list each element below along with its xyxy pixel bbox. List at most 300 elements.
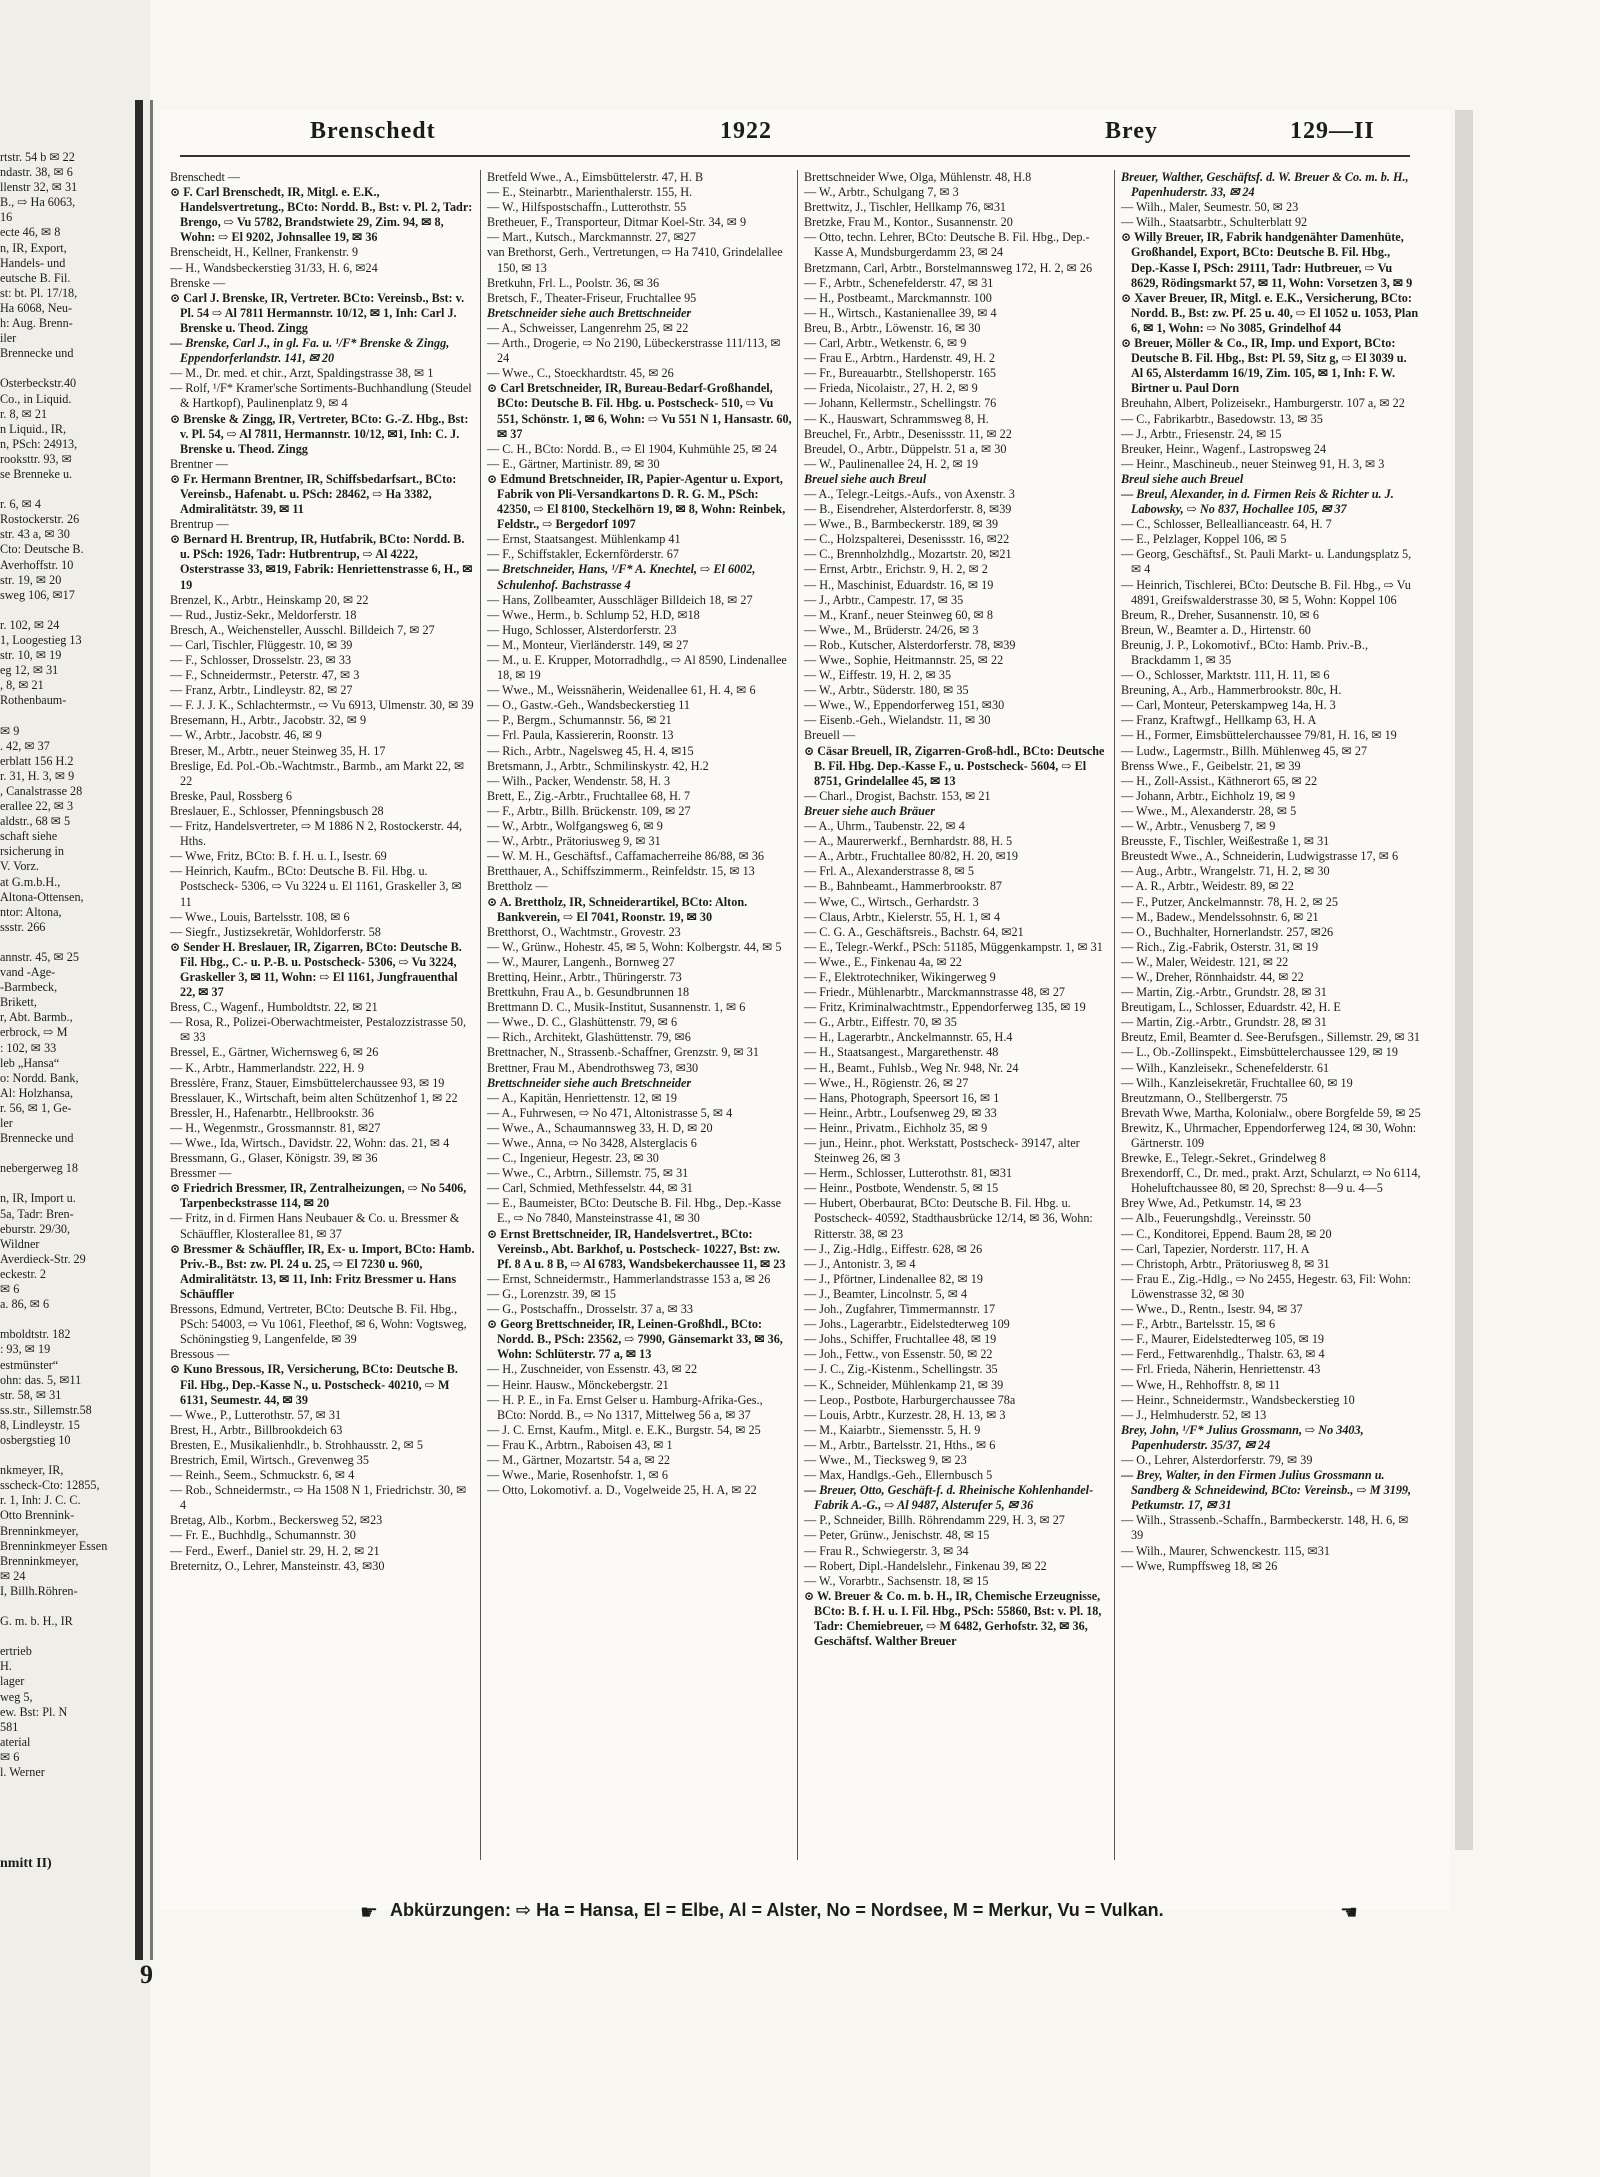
left-fragment-line: ✉ 24 bbox=[0, 1568, 26, 1583]
directory-entry: — Ernst, Arbtr., Erichstr. 9, H. 2, ✉ 2 bbox=[804, 562, 988, 577]
directory-entry: — Max, Handlgs.-Geh., Ellernbusch 5 bbox=[804, 1468, 993, 1483]
header-rule bbox=[180, 155, 1410, 157]
left-fragment-line: 16 bbox=[0, 210, 13, 225]
directory-entry: — Wwe., B., Barmbeckerstr. 189, ✉ 39 bbox=[804, 517, 999, 532]
left-fragment-line: Rothenbaum- bbox=[0, 693, 67, 708]
directory-entry: — Ludw., Lagermstr., Billh. Mühlenweg 45, ✉ 27 bbox=[1121, 743, 1368, 758]
left-fragment-line: I, Billh.Röhren- bbox=[0, 1583, 78, 1598]
directory-entry: Bretfeld Wwe., A., Eimsbüttelerstr. 47, H. B bbox=[487, 170, 704, 184]
directory-entry: — Wwe, H., Rehhoffstr. 8, ✉ 11 bbox=[1121, 1377, 1281, 1392]
directory-entry: — Johann, Arbtr., Eichholz 19, ✉ 9 bbox=[1121, 788, 1296, 803]
directory-entry: — Ernst, Schneidermstr., Hammerlandstrasse 153 a, ✉ 26 bbox=[487, 1271, 771, 1286]
directory-entry: Brett, E., Zig.-Arbtr., Fruchtallee 68, H. 7 bbox=[487, 788, 691, 803]
directory-entry: — Hans, Photograph, Speersort 16, ✉ 1 bbox=[804, 1090, 1000, 1105]
directory-entry: — M., Gärtner, Mozartstr. 54 a, ✉ 22 bbox=[487, 1452, 671, 1467]
directory-entry: — Franz, Kraftwgf., Hellkamp 63, H. A bbox=[1121, 713, 1317, 728]
column-2 bbox=[487, 170, 792, 1870]
directory-entry: — Rud., Justiz-Sekr., Meldorferstr. 18 bbox=[170, 607, 357, 622]
directory-entry: — F., Putzer, Anckelmannstr. 78, H. 2, ✉ 25 bbox=[1121, 894, 1338, 909]
directory-entry: Bresch, A., Weichensteller, Ausschl. Billdeich 7, ✉ 27 bbox=[170, 622, 435, 637]
left-fragment-line: r. 102, ✉ 24 bbox=[0, 617, 60, 632]
left-fragment-line: l. Werner bbox=[0, 1765, 45, 1780]
directory-entry: Breusste, F., Tischler, Weißestraße 1, ✉ 31 bbox=[1121, 834, 1330, 849]
left-fragment-line: se Brenneke u. bbox=[0, 466, 73, 481]
directory-entry: — Frau R., Schwiegerstr. 3, ✉ 34 bbox=[804, 1543, 969, 1558]
directory-entry: — W., Maurer, Langenh., Bornweg 27 bbox=[487, 954, 675, 969]
left-fragment-line: ecte 46, ✉ 8 bbox=[0, 225, 61, 240]
directory-entry: — Fr., Bureauarbtr., Stellshoperstr. 165 bbox=[804, 366, 996, 381]
left-fragment-line: erallee 22, ✉ 3 bbox=[0, 799, 74, 814]
directory-entry: — Otto, techn. Lehrer, BCto: Deutsche B. Fil. Hbg., Dep.-Kasse A, Mundsburgerdamm 23, ✉ 24 bbox=[804, 230, 1090, 260]
left-fragment-line: 1, Loogestieg 13 bbox=[0, 633, 82, 647]
directory-entry: — A., Uhrm., Taubenstr. 22, ✉ 4 bbox=[804, 819, 965, 834]
directory-entry: — M., Kranf., neuer Steinweg 60, ✉ 8 bbox=[804, 607, 993, 622]
directory-entry: — E., Pelzlager, Koppel 106, ✉ 5 bbox=[1121, 532, 1287, 547]
directory-entry: ⊙ Breuer, Möller & Co., IR, Imp. und Export, BCto: Deutsche B. Fil. Hbg., Bst: Pl. 59, Sitz g, ⇨ El 3039 u. Al 65, Alsterdamm 16/19, Zim. 105, ✉ 1, Inh: F. W. Birtner u. Paul Dorn bbox=[1121, 336, 1407, 396]
left-fragment-line: ndastr. 38, ✉ 6 bbox=[0, 165, 73, 180]
directory-entry: Breser, M., Arbtr., neuer Steinweg 35, H. 17 bbox=[170, 743, 386, 758]
directory-entry: Breuchel, Fr., Arbtr., Desenissstr. 11, ✉ 22 bbox=[804, 426, 1012, 441]
directory-entry: — H., Maschinist, Eduardstr. 16, ✉ 19 bbox=[804, 577, 994, 592]
directory-entry: — G., Arbtr., Eiffestr. 70, ✉ 35 bbox=[804, 1015, 957, 1030]
directory-entry: — H., Wandsbeckerstieg 31/33, H. 6, ✉24 bbox=[170, 260, 378, 275]
directory-entry: — Wwe., D. C., Glashüttenstr. 79, ✉ 6 bbox=[487, 1015, 678, 1030]
directory-entry: — W. M. H., Geschäftsf., Caffamacherreihe 86/88, ✉ 36 bbox=[487, 849, 765, 864]
directory-entry: — Wwe., C., Stoeckhardtstr. 45, ✉ 26 bbox=[487, 366, 674, 381]
directory-entry: — Wwe., W., Eppendorferweg 151, ✉30 bbox=[804, 698, 1005, 713]
book-gutter-shadow bbox=[150, 100, 153, 1960]
left-fragment-line: rtstr. 54 b ✉ 22 bbox=[0, 150, 75, 164]
directory-entry: Breuell — bbox=[804, 728, 856, 743]
directory-entry: Breutz, Emil, Beamter d. See-Berufsgen., Sillemstr. 29, ✉ 31 bbox=[1121, 1030, 1420, 1045]
left-fragment-line: Co., in Liquid. bbox=[0, 391, 72, 406]
directory-entry: Bretag, Alb., Korbm., Beckersweg 52, ✉23 bbox=[170, 1513, 383, 1528]
left-fragment-line: 5a, Tadr: Bren- bbox=[0, 1206, 74, 1221]
directory-entry: Brenske — bbox=[170, 275, 226, 290]
left-fragment-line: ssstr. 266 bbox=[0, 919, 46, 934]
directory-entry: — Bretschneider, Hans, ¹/F* A. Knechtel, ⇨ El 6002, Schulenhof. Bachstrasse 4 bbox=[487, 562, 756, 592]
directory-entry: — W., Arbtr., Venusberg 7, ✉ 9 bbox=[1121, 819, 1276, 834]
directory-entry: — C. H., BCto: Nordd. B., ⇨ El 1904, Kuhmühle 25, ✉ 24 bbox=[487, 441, 777, 456]
directory-entry: Brenschedt — bbox=[170, 170, 241, 184]
left-fragment-line: B., ⇨ Ha 6063, bbox=[0, 195, 76, 210]
left-fragment-line: lager bbox=[0, 1674, 25, 1689]
directory-entry: — W., Arbtr., Wolfgangsweg 6, ✉ 9 bbox=[487, 819, 663, 834]
column-divider bbox=[480, 170, 481, 1860]
left-fragment-line: r. 1, Inh: J. C. C. bbox=[0, 1493, 81, 1508]
directory-entry: — H., Wirtsch., Kastanienallee 39, ✉ 4 bbox=[804, 305, 997, 320]
directory-entry: — Johann, Kellermstr., Schellingstr. 76 bbox=[804, 396, 997, 411]
left-fragment-line: r. 56, ✉ 1, Ge- bbox=[0, 1100, 72, 1115]
directory-entry: — Wwe., M., Tiecksweg 9, ✉ 23 bbox=[804, 1452, 967, 1467]
directory-entry: ⊙ A. Brettholz, IR, Schneiderartikel, BCto: Alton. Bankverein, ⇨ El 7041, Roonstr. 19, ✉ 30 bbox=[487, 894, 748, 924]
directory-entry: Breuning, A., Arb., Hammerbrookstr. 80c, H. bbox=[1121, 683, 1342, 698]
left-fragment-line: str. 58, ✉ 31 bbox=[0, 1387, 62, 1402]
directory-entry: — K., Arbtr., Hammerlandstr. 222, H. 9 bbox=[170, 1060, 364, 1075]
left-fragment-line bbox=[0, 1448, 130, 1463]
directory-entry: — A., Kapitän, Henriettenstr. 12, ✉ 19 bbox=[487, 1090, 677, 1105]
directory-entry: — Heinr., Schneidermstr., Wandsbeckerstieg 10 bbox=[1121, 1392, 1355, 1407]
directory-entry: Bresemann, H., Arbtr., Jacobstr. 32, ✉ 9 bbox=[170, 713, 367, 728]
directory-entry: — H., Beamt., Fuhlsb., Weg Nr. 948, Nr. 24 bbox=[804, 1060, 1019, 1075]
directory-entry: Breternitz, O., Lehrer, Mansteinstr. 43, ✉30 bbox=[170, 1558, 385, 1573]
directory-entry: ⊙ Bernard H. Brentrup, IR, Hutfabrik, BCto: Nordd. B. u. PSch: 1926, Tadr: Hutbrentrup, ⇨ Al 4222, Osterstrasse 33, ✉19, Fabrik: Henriettenstrasse 6, H., ✉ 19 bbox=[170, 532, 473, 592]
left-fragment-line: Wildner bbox=[0, 1236, 40, 1251]
directory-entry: Breuker, Heinr., Wagenf., Lastropsweg 24 bbox=[1121, 441, 1327, 456]
directory-entry: — Hans, Zollbeamter, Ausschläger Billdeich 18, ✉ 27 bbox=[487, 592, 753, 607]
directory-entry: Brettner, Frau M., Abendrothsweg 73, ✉30 bbox=[487, 1060, 699, 1075]
left-fragment-line bbox=[0, 482, 130, 497]
directory-entry: — Frau E., Arbtrn., Hardenstr. 49, H. 2 bbox=[804, 351, 995, 366]
directory-entry: — Carl, Tapezier, Norderstr. 117, H. A bbox=[1121, 1241, 1310, 1256]
directory-entry: — Claus, Arbtr., Kielerstr. 55, H. 1, ✉ 4 bbox=[804, 909, 1001, 924]
directory-entry: — K., Schneider, Mühlenkamp 21, ✉ 39 bbox=[804, 1377, 1004, 1392]
directory-entry: — Heinr., Privatm., Eichholz 35, ✉ 9 bbox=[804, 1120, 988, 1135]
directory-entry: — F., Schneidermstr., Peterstr. 47, ✉ 3 bbox=[170, 668, 360, 683]
directory-entry: Bretthorst, O., Wachtmstr., Grovestr. 23 bbox=[487, 924, 681, 939]
signature-mark: 9 bbox=[140, 1960, 153, 1989]
directory-entry: — C., Schlosser, Belleallianceastr. 64, H. 7 bbox=[1121, 517, 1332, 532]
directory-entry: ⊙ Bressmer & Schäuffler, IR, Ex- u. Import, BCto: Hamb. Priv.-B., Bst: zw. Pl. 24 u. 25, ⇨ El 7230 u. 960, Admiralitätstr. 13, ✉ 11, Inh: Fritz Bressmer u. Hans Schäuffler bbox=[170, 1241, 475, 1301]
directory-entry: ⊙ Georg Brettschneider, IR, Leinen-Großhdl., BCto: Nordd. B., PSch: 23562, ⇨ 7990, Gänsemarkt 33, ✉ 36, Wohn: Schlüterstr. 77 a, ✉ 13 bbox=[487, 1317, 783, 1362]
directory-entry: — Wilh., Maler, Seumestr. 50, ✉ 23 bbox=[1121, 200, 1299, 215]
directory-entry: — Wwe., M., Weissnäherin, Weidenallee 61, H. 4, ✉ 6 bbox=[487, 683, 756, 698]
directory-entry: — M., u. E. Krupper, Motorradhdlg., ⇨ Al 8590, Lindenallee 18, ✉ 19 bbox=[487, 653, 787, 683]
directory-entry: Bretthauer, A., Schiffszimmerm., Reinfeldstr. 15, ✉ 13 bbox=[487, 864, 755, 879]
directory-entry: — F., Elektrotechniker, Wikingerweg 9 bbox=[804, 969, 996, 984]
directory-entry: Bresten, E., Musikalienhdlr., b. Strohhausstr. 2, ✉ 5 bbox=[170, 1437, 423, 1452]
left-fragment-line: st: bt. Pl. 17/18, bbox=[0, 285, 78, 300]
left-fragment-line: h: Aug. Brenn- bbox=[0, 316, 73, 331]
directory-entry: — Breuer, Otto, Geschäft-f. d. Rheinische Kohlenhandel-Fabrik A.-G., ⇨ Al 9487, Alsterufer 5, ✉ 36 bbox=[804, 1483, 1094, 1513]
header-page-number: 129—II bbox=[1290, 118, 1375, 144]
directory-entry: — Joh., Fettw., von Essenstr. 50, ✉ 22 bbox=[804, 1347, 993, 1362]
header-last-name: Brey bbox=[1105, 118, 1158, 144]
directory-entry: ⊙ Carl J. Brenske, IR, Vertreter. BCto: Vereinsb., Bst: v. Pl. 54 ⇨ Al 7811 Hermannstr. 10/12, ✉ 1, Inh: Carl J. Brenske u. Theod. Zingg bbox=[170, 290, 465, 335]
left-fragment-line bbox=[0, 1312, 130, 1327]
left-fragment-line: weg 5, bbox=[0, 1689, 33, 1704]
left-fragment-line: n, IR, Export, bbox=[0, 240, 67, 255]
header-first-name: Brenschedt bbox=[310, 118, 436, 144]
directory-entry: Bressmann, G., Glaser, Königstr. 39, ✉ 36 bbox=[170, 1151, 378, 1166]
directory-entry: Brexendorff, C., Dr. med., prakt. Arzt, Schularzt, ⇨ No 6114, Hoheluftchaussee 80, ✉ 20, Sprechst: 8—9 u. 4—5 bbox=[1121, 1166, 1421, 1196]
directory-entry: — Frau E., Zig.-Hdlg., ⇨ No 2455, Hegestr. 63, Fil: Wohn: Löwenstrasse 32, ✉ 30 bbox=[1121, 1271, 1411, 1301]
left-fragment-line: Averdieck-Str. 29 bbox=[0, 1251, 86, 1266]
directory-entry: — Joh., Zugfahrer, Timmermannstr. 17 bbox=[804, 1302, 996, 1317]
directory-entry: Bretschneider siehe auch Brettschneider bbox=[487, 305, 692, 320]
directory-entry: — M., Monteur, Vierländerstr. 149, ✉ 27 bbox=[487, 637, 689, 652]
directory-entry: — Wwe., E., Finkenau 4a, ✉ 22 bbox=[804, 954, 962, 969]
directory-entry: — J. C., Zig.-Kistenm., Schellingstr. 35 bbox=[804, 1362, 998, 1377]
left-fragment-line: Altona-Ottensen, bbox=[0, 889, 84, 904]
directory-entry: — Wwe., M., Brüderstr. 24/26, ✉ 3 bbox=[804, 622, 979, 637]
directory-entry: — O., Buchhalter, Hornerlandstr. 257, ✉26 bbox=[1121, 924, 1334, 939]
left-fragment-line: ertrieb bbox=[0, 1644, 32, 1659]
left-fragment-line: Ha 6068, Neu- bbox=[0, 300, 73, 315]
left-fragment-line: Al: Holzhansa, bbox=[0, 1085, 74, 1100]
abbreviation-footer bbox=[160, 1900, 1410, 1940]
column-divider bbox=[797, 170, 798, 1860]
directory-entry: — Wwe., P., Lutterothstr. 57, ✉ 31 bbox=[170, 1407, 342, 1422]
directory-entry: — Wwe., Ida, Wirtsch., Davidstr. 22, Wohn: das. 21, ✉ 4 bbox=[170, 1136, 450, 1150]
left-fragment-line: eutsche B. Fil. bbox=[0, 270, 71, 285]
directory-entry: — A., Maurerwerkf., Bernhardstr. 88, H. 5 bbox=[804, 834, 1013, 849]
directory-entry: Breuhahn, Albert, Polizeisekr., Hamburgerstr. 107 a, ✉ 22 bbox=[1121, 396, 1405, 411]
left-fragment-line: ✉ 6 bbox=[0, 1282, 20, 1297]
directory-entry: — Friedr., Mühlenarbtr., Marckmannstrasse 48, ✉ 27 bbox=[804, 985, 1066, 1000]
directory-entry: — P., Schneider, Billh. Röhrendamm 229, H. 3, ✉ 27 bbox=[804, 1513, 1065, 1528]
left-fragment-line bbox=[0, 935, 130, 950]
directory-entry: — A., Schweisser, Langenrehm 25, ✉ 22 bbox=[487, 320, 689, 335]
directory-entry: — H., Former, Eimsbüttelerchaussee 79/81, H. 16, ✉ 19 bbox=[1121, 728, 1397, 743]
directory-entry: — L., Ob.-Zollinspekt., Eimsbüttelerchaussee 129, ✉ 19 bbox=[1121, 1045, 1398, 1060]
left-fragment-line: 581 bbox=[0, 1719, 19, 1734]
directory-entry: Brettholz — bbox=[487, 879, 548, 894]
directory-entry: — J. C. Ernst, Kaufm., Mitgl. e. E.K., Burgstr. 54, ✉ 25 bbox=[487, 1422, 761, 1437]
directory-entry: Bretsmann, J., Arbtr., Schmilinskystr. 42, H.2 bbox=[487, 758, 709, 773]
directory-entry: — G., Lorenzstr. 39, ✉ 15 bbox=[487, 1286, 617, 1301]
left-fragment-line: Rostockerstr. 26 bbox=[0, 512, 80, 527]
left-fragment-line: ss.str., Sillemstr.58 bbox=[0, 1402, 92, 1417]
directory-entry: — Arth., Drogerie, ⇨ No 2190, Lübeckerstrasse 111/113, ✉ 24 bbox=[487, 336, 781, 366]
directory-entry: — Rich., Architekt, Glashüttenstr. 79, ✉6 bbox=[487, 1030, 691, 1045]
left-fragment-line: r. 31, H. 3, ✉ 9 bbox=[0, 768, 75, 783]
directory-entry: — F., Schlosser, Drosselstr. 23, ✉ 33 bbox=[170, 653, 352, 667]
directory-entry: ⊙ F. Carl Brenschedt, IR, Mitgl. e. E.K., Handelsvertretung., BCto: Nordd. B., Bst: v. Pl. 2, Tadr: Brengo, ⇨ Vu 5782, Brandstwiete 29, Zim. 94, ✉ 8, Wohn: ⇨ El 9202, Johnsallee 19, ✉ 36 bbox=[170, 185, 473, 245]
directory-entry: — A., Fuhrwesen, ⇨ No 471, Altonistrasse 5, ✉ 4 bbox=[487, 1105, 733, 1120]
directory-entry: Breutigam, L., Schlosser, Eduardstr. 42, H. E bbox=[1121, 1000, 1341, 1015]
left-fragment-line: aterial bbox=[0, 1734, 31, 1749]
left-fragment-line: sweg 106, ✉17 bbox=[0, 587, 75, 602]
left-fragment-line: nkmeyer, IR, bbox=[0, 1463, 64, 1478]
directory-entry: — E., Telegr.-Werkf., PSch: 51185, Müggenkampstr. 1, ✉ 31 bbox=[804, 939, 1103, 954]
left-fragment-line: leb „Hansa“ bbox=[0, 1055, 60, 1070]
directory-entry: Bressons, Edmund, Vertreter, BCto: Deutsche B. Fil. Hbg., PSch: 54003, ⇨ Vu 1061, Fleethof, ✉ 6, Wohn: Vogtsweg, Schöningstieg 9, Langenfelde, ✉ 39 bbox=[170, 1302, 467, 1347]
directory-entry: Brey, John, ¹/F* Julius Grossmann, ⇨ No 3403, Papenhuderstr. 35/37, ✉ 24 bbox=[1121, 1422, 1364, 1452]
directory-entry: — Mart., Kutsch., Marckmannstr. 27, ✉27 bbox=[487, 230, 696, 245]
left-fragment-line: vand -Age- bbox=[0, 965, 56, 980]
directory-entry: — B., Bahnbeamt., Hammerbrookstr. 87 bbox=[804, 879, 1003, 894]
directory-entry: Brettinq, Heinr., Arbtr., Thüringerstr. 73 bbox=[487, 969, 682, 984]
left-fragment-line: erblatt 156 H.2 bbox=[0, 753, 74, 768]
left-fragment-line: Osterbeckstr.40 bbox=[0, 376, 77, 391]
directory-entry: — Heinr., Maschineub., neuer Steinweg 91, H. 3, ✉ 3 bbox=[1121, 456, 1385, 471]
directory-entry: ⊙ Sender H. Breslauer, IR, Zigarren, BCto: Deutsche B. Fil. Hbg., C.- u. P.-B. u. Postscheck- 5306, ⇨ Vu 3224, Graskeller 3, ✉ 11, Wohn: ⇨ El 1161, Jungfrauenthal 22, ✉ 37 bbox=[170, 939, 462, 1000]
directory-entry: — Martin, Zig.-Arbtr., Grundstr. 28, ✉ 31 bbox=[1121, 985, 1327, 1000]
directory-entry: ⊙ Friedrich Bressmer, IR, Zentralheizungen, ⇨ No 5406, Tarpenbeckstrasse 114, ✉ 20 bbox=[170, 1181, 467, 1211]
directory-entry: — Carl, Monteur, Peterskampweg 14a, H. 3 bbox=[1121, 698, 1336, 713]
left-fragment-line: eburstr. 29/30, bbox=[0, 1221, 71, 1236]
directory-entry: — E., Baumeister, BCto: Deutsche B. Fil. Hbg., Dep.-Kasse E., ⇨ No 7840, Mansteinstrasse 41, ✉ 30 bbox=[487, 1196, 782, 1226]
directory-entry: — H., Zuschneider, von Essenstr. 43, ✉ 22 bbox=[487, 1362, 698, 1377]
directory-entry: Breunig, J. P., Lokomotivf., BCto: Hamb. Priv.-B., Brackdamm 1, ✉ 35 bbox=[1121, 637, 1369, 667]
directory-entry: — J., Beamter, Lincolnstr. 5, ✉ 4 bbox=[804, 1286, 968, 1301]
left-fragment-line: n, IR, Import u. bbox=[0, 1191, 76, 1206]
directory-entry: — Eisenb.-Geh., Wielandstr. 11, ✉ 30 bbox=[804, 713, 991, 728]
left-fragment-line: osbergstieg 10 bbox=[0, 1432, 71, 1447]
directory-entry: — O., Lehrer, Alsterdorferstr. 79, ✉ 39 bbox=[1121, 1452, 1313, 1467]
directory-entry: — C., Konditorei, Eppend. Baum 28, ✉ 20 bbox=[1121, 1226, 1332, 1241]
left-page-bottom-fragment: nmitt II) bbox=[0, 1856, 52, 1871]
left-fragment-line: Brenninkmeyer, bbox=[0, 1553, 79, 1568]
left-fragment-line: rooksttr. 93, ✉ bbox=[0, 451, 72, 466]
directory-entry: ⊙ Kuno Bressous, IR, Versicherung, BCto: Deutsche B. Fil. Hbg., Dep.-Kasse N., u. Postscheck- 40210, ⇨ M 6131, Seumestr. 44, ✉ 39 bbox=[170, 1362, 458, 1407]
left-fragment-line: G. m. b. H., IR bbox=[0, 1614, 73, 1629]
left-fragment-line: Cto: Deutsche B. bbox=[0, 542, 84, 557]
left-fragment-line: ler bbox=[0, 1116, 13, 1130]
directory-entry: — Rich., Arbtr., Nagelsweg 45, H. 4, ✉15 bbox=[487, 743, 694, 758]
left-fragment-line: sscheck-Cto: 12855, bbox=[0, 1478, 100, 1493]
directory-entry: — Fr. E., Buchhdlg., Schumannstr. 30 bbox=[170, 1528, 356, 1543]
directory-entry: Brettwitz, J., Tischler, Hellkamp 76, ✉31 bbox=[804, 200, 1007, 215]
directory-entry: — J., Zig.-Hdlg., Eiffestr. 628, ✉ 26 bbox=[804, 1241, 983, 1256]
directory-entry: — W., Arbtr., Jacobstr. 46, ✉ 9 bbox=[170, 728, 322, 743]
left-fragment-line: : 102, ✉ 33 bbox=[0, 1040, 57, 1055]
directory-entry: — Ferd., Fettwarenhdlg., Thalstr. 63, ✉ 4 bbox=[1121, 1347, 1325, 1362]
directory-entry: Breum, R., Dreher, Susannenstr. 10, ✉ 6 bbox=[1121, 607, 1319, 622]
directory-entry: Breuer siehe auch Bräuer bbox=[804, 803, 936, 818]
left-fragment-line: , 8, ✉ 21 bbox=[0, 678, 44, 693]
directory-entry: — C. G. A., Geschäftsreis., Bachstr. 64, ✉21 bbox=[804, 924, 1024, 939]
directory-entry: — Fritz, Kriminalwachtmstr., Eppendorferweg 135, ✉ 19 bbox=[804, 1000, 1086, 1015]
directory-entry: — M., Badew., Mendelssohnstr. 6, ✉ 21 bbox=[1121, 909, 1319, 924]
directory-entry: — Franz, Arbtr., Lindleystr. 82, ✉ 27 bbox=[170, 683, 353, 698]
left-fragment-line: . 42, ✉ 37 bbox=[0, 738, 50, 753]
column-1 bbox=[170, 170, 475, 1870]
directory-entry: van Brethorst, Gerh., Vertretungen, ⇨ Ha 7410, Grindelallee 150, ✉ 13 bbox=[487, 245, 783, 275]
left-fragment-line: annstr. 45, ✉ 25 bbox=[0, 949, 79, 964]
directory-entry: — W., Eiffestr. 19, H. 2, ✉ 35 bbox=[804, 668, 952, 683]
directory-entry: — Carl, Arbtr., Wetkenstr. 6, ✉ 9 bbox=[804, 336, 967, 351]
directory-entry: Bressel, E., Gärtner, Wichernsweg 6, ✉ 26 bbox=[170, 1045, 379, 1060]
book-gutter bbox=[135, 100, 143, 1960]
left-fragment-line bbox=[0, 361, 130, 376]
directory-entry: — J., Antonistr. 3, ✉ 4 bbox=[804, 1256, 916, 1271]
directory-entry: — W., Grünw., Hohestr. 45, ✉ 5, Wohn: Kolbergstr. 44, ✉ 5 bbox=[487, 939, 782, 954]
directory-entry: — Wwe., Anna, ⇨ No 3428, Alsterglacis 6 bbox=[487, 1136, 697, 1150]
left-page-fragment bbox=[0, 150, 130, 1950]
directory-entry: — C., Brennholzhdlg., Mozartstr. 20, ✉21 bbox=[804, 547, 1012, 562]
directory-entry: — F., Schiffstakler, Eckernförderstr. 67 bbox=[487, 547, 679, 562]
directory-entry: — H., Staatsangest., Margarethenstr. 48 bbox=[804, 1045, 999, 1060]
directory-entry: — Fritz, Handelsvertreter, ⇨ M 1886 N 2, Rostockerstr. 44, Hths. bbox=[170, 819, 463, 849]
left-fragment-line: : 93, ✉ 19 bbox=[0, 1342, 51, 1357]
left-fragment-line: str. 43 a, ✉ 30 bbox=[0, 527, 70, 542]
directory-entry: Breun, W., Beamter a. D., Hirtenstr. 60 bbox=[1121, 622, 1311, 637]
directory-entry: — W., Arbtr., Prätoriusweg 9, ✉ 31 bbox=[487, 834, 661, 849]
directory-page bbox=[140, 110, 1450, 1989]
directory-entry: — Heinr., Arbtr., Loufsenweg 29, ✉ 33 bbox=[804, 1105, 997, 1120]
directory-entry: — Aug., Arbtr., Wrangelstr. 71, H. 2, ✉ 30 bbox=[1121, 864, 1330, 879]
left-fragment-line: eg 12, ✉ 31 bbox=[0, 663, 59, 678]
directory-entry: — W., Dreher, Rönnhaidstr. 44, ✉ 22 bbox=[1121, 969, 1304, 984]
page-edge-shadow bbox=[1455, 110, 1473, 1850]
directory-entry: — Wwe., A., Schaumannsweg 33, H. D, ✉ 20 bbox=[487, 1120, 713, 1135]
directory-entry: Breuer, Walther, Geschäftsf. d. W. Breuer & Co. m. b. H., Papenhuderstr. 33, ✉ 24 bbox=[1121, 170, 1409, 200]
directory-entry: Brentner — bbox=[170, 456, 228, 471]
directory-entry: — Siegfr., Justizsekretär, Wohldorferstr. 58 bbox=[170, 924, 381, 939]
left-fragment-line: ohn: das. 5, ✉11 bbox=[0, 1372, 82, 1387]
directory-entry: — Rich., Zig.-Fabrik, Osterstr. 31, ✉ 19 bbox=[1121, 939, 1319, 954]
directory-entry: — F., Arbtr., Schenefelderstr. 47, ✉ 31 bbox=[804, 275, 994, 290]
directory-entry: Breslauer, E., Schlosser, Pfenningsbusch 28 bbox=[170, 803, 384, 818]
abbreviation-text: Abkürzungen: ⇨ Ha = Hansa, El = Elbe, Al = Alster, No = Nordsee, M = Merkur, Vu = Vulkan. bbox=[390, 1900, 1164, 1920]
directory-entry: Brettmann D. C., Musik-Institut, Susannenstr. 1, ✉ 6 bbox=[487, 1000, 746, 1015]
directory-entry: Breudel, O., Arbtr., Düppelstr. 51 a, ✉ 30 bbox=[804, 441, 1007, 456]
directory-entry: — Wwe., Sophie, Heitmannstr. 25, ✉ 22 bbox=[804, 653, 1004, 667]
directory-entry: Breske, Paul, Rossberg 6 bbox=[170, 788, 292, 803]
directory-entry: Bress, C., Wagenf., Humboldtstr. 22, ✉ 21 bbox=[170, 1000, 378, 1015]
directory-entry: — Frl. A., Alexanderstrasse 8, ✉ 5 bbox=[804, 864, 974, 879]
directory-entry: — Peter, Grünw., Jenischstr. 48, ✉ 15 bbox=[804, 1528, 990, 1543]
left-fragment-line: at G.m.b.H., bbox=[0, 874, 61, 889]
directory-entry: — Rob., Schneidermstr., ⇨ Ha 1508 N 1, Friedrichstr. 30, ✉ 4 bbox=[170, 1483, 467, 1513]
directory-entry: — J., Helmhuderstr. 52, ✉ 13 bbox=[1121, 1407, 1267, 1422]
directory-entry: ⊙ Fr. Hermann Brentner, IR, Schiffsbedarfsart., BCto: Vereinsb., Hafenabt. u. PSch: 28462, ⇨ Ha 3382, Admiralitätstr. 39, ✉ 11 bbox=[170, 471, 457, 517]
directory-entry: Brettschneider siehe auch Bretschneider bbox=[487, 1075, 692, 1090]
left-fragment-line: ew. Bst: Pl. N bbox=[0, 1704, 68, 1719]
directory-entry: — Heinr. Hausw., Mönckebergstr. 21 bbox=[487, 1377, 669, 1392]
left-fragment-line: -Barmbeck, bbox=[0, 980, 58, 995]
directory-entry: — Wilh., Kanzleisekr., Schenefelderstr. 61 bbox=[1121, 1060, 1330, 1075]
left-fragment-line bbox=[0, 708, 130, 723]
left-fragment-line bbox=[0, 1629, 130, 1644]
directory-entry: Brest, H., Arbtr., Billbrookdeich 63 bbox=[170, 1422, 343, 1437]
left-fragment-line: Brennecke und bbox=[0, 1131, 74, 1146]
left-fragment-line: rsicherung in bbox=[0, 844, 64, 859]
directory-entry: Bretzmann, Carl, Arbtr., Borstelmannsweg 172, H. 2, ✉ 26 bbox=[804, 260, 1093, 275]
directory-entry: Bressmer — bbox=[170, 1166, 232, 1181]
directory-entry: — Johs., Schiffer, Fruchtallee 48, ✉ 19 bbox=[804, 1332, 997, 1347]
left-fragment-line: str. 10, ✉ 19 bbox=[0, 648, 62, 663]
directory-entry: — Georg, Geschäftsf., St. Pauli Markt- u. Landungsplatz 5, ✉ 4 bbox=[1121, 547, 1412, 577]
directory-entry: Bretheuer, F., Transporteur, Ditmar Koel-Str. 34, ✉ 9 bbox=[487, 215, 747, 230]
left-fragment-line: 8, Lindleystr. 15 bbox=[0, 1417, 80, 1432]
directory-entry: — W., Hilfspostschaffn., Lutterothstr. 55 bbox=[487, 200, 687, 215]
left-fragment-line: Brenninkmeyer Essen bbox=[0, 1538, 108, 1553]
left-fragment-line: V. Vorz. bbox=[0, 859, 39, 874]
directory-entry: — J., Arbtr., Campestr. 17, ✉ 35 bbox=[804, 592, 964, 607]
directory-entry: — Carl, Tischler, Flüggestr. 10, ✉ 39 bbox=[170, 637, 353, 652]
directory-entry: — F., Arbtr., Bartelsstr. 15, ✉ 6 bbox=[1121, 1317, 1276, 1332]
directory-entry: — W., Arbtr., Schulgang 7, ✉ 3 bbox=[804, 185, 959, 200]
directory-entry: — Wwe., Marie, Rosenhofstr. 1, ✉ 6 bbox=[487, 1468, 668, 1483]
directory-entry: ⊙ Brenske & Zingg, IR, Vertreter, BCto: G.-Z. Hbg., Bst: v. Pl. 54, ⇨ Al 7811, Hermannstr. 10/12, ✉1, Inh: C. J. Brenske u. Theod. Zingg bbox=[170, 411, 469, 456]
left-fragment-line: n Liquid., IR, bbox=[0, 421, 67, 436]
directory-entry: — H., Zoll-Assist., Käthnerort 65, ✉ 22 bbox=[1121, 773, 1318, 788]
directory-entry: Brewke, E., Telegr.-Sekret., Grindelweg 8 bbox=[1121, 1151, 1326, 1166]
directory-entry: — Christoph, Arbtr., Prätoriusweg 8, ✉ 31 bbox=[1121, 1256, 1330, 1271]
directory-entry: Brettkuhn, Frau A., b. Gesundbrunnen 18 bbox=[487, 985, 690, 1000]
header-year: 1922 bbox=[720, 118, 772, 144]
directory-entry: — W., Arbtr., Süderstr. 180, ✉ 35 bbox=[804, 683, 969, 698]
directory-entry: — F. J. J. K., Schlachtermstr., ⇨ Vu 6913, Ulmenstr. 30, ✉ 39 bbox=[170, 698, 474, 713]
directory-entry: — W., Vorarbtr., Sachsenstr. 18, ✉ 15 bbox=[804, 1573, 989, 1588]
directory-entry: — Carl, Schmied, Methfesselstr. 44, ✉ 31 bbox=[487, 1181, 693, 1196]
directory-entry: — Wilh., Packer, Wendenstr. 58, H. 3 bbox=[487, 773, 671, 788]
column-divider bbox=[1114, 170, 1115, 1860]
directory-entry: — E., Gärtner, Martinistr. 89, ✉ 30 bbox=[487, 456, 660, 471]
directory-entry: Bresslère, Franz, Stauer, Eimsbüttelerchaussee 93, ✉ 19 bbox=[170, 1075, 445, 1090]
directory-entry: — Robert, Dipl.-Handelslehr., Finkenau 39, ✉ 22 bbox=[804, 1558, 1047, 1573]
directory-entry: — Wwe., Louis, Bartelsstr. 108, ✉ 6 bbox=[170, 909, 350, 924]
left-fragment-line: ntor: Altona, bbox=[0, 904, 62, 919]
left-fragment-line: Handels- und bbox=[0, 255, 66, 270]
directory-entry: — Ernst, Staatsangest. Mühlenkamp 41 bbox=[487, 532, 681, 547]
hand-pointer-left-icon: ☚ bbox=[1340, 1902, 1358, 1924]
left-fragment-line: Brennecke und bbox=[0, 346, 74, 361]
left-fragment-line: aldstr., 68 ✉ 5 bbox=[0, 814, 71, 829]
